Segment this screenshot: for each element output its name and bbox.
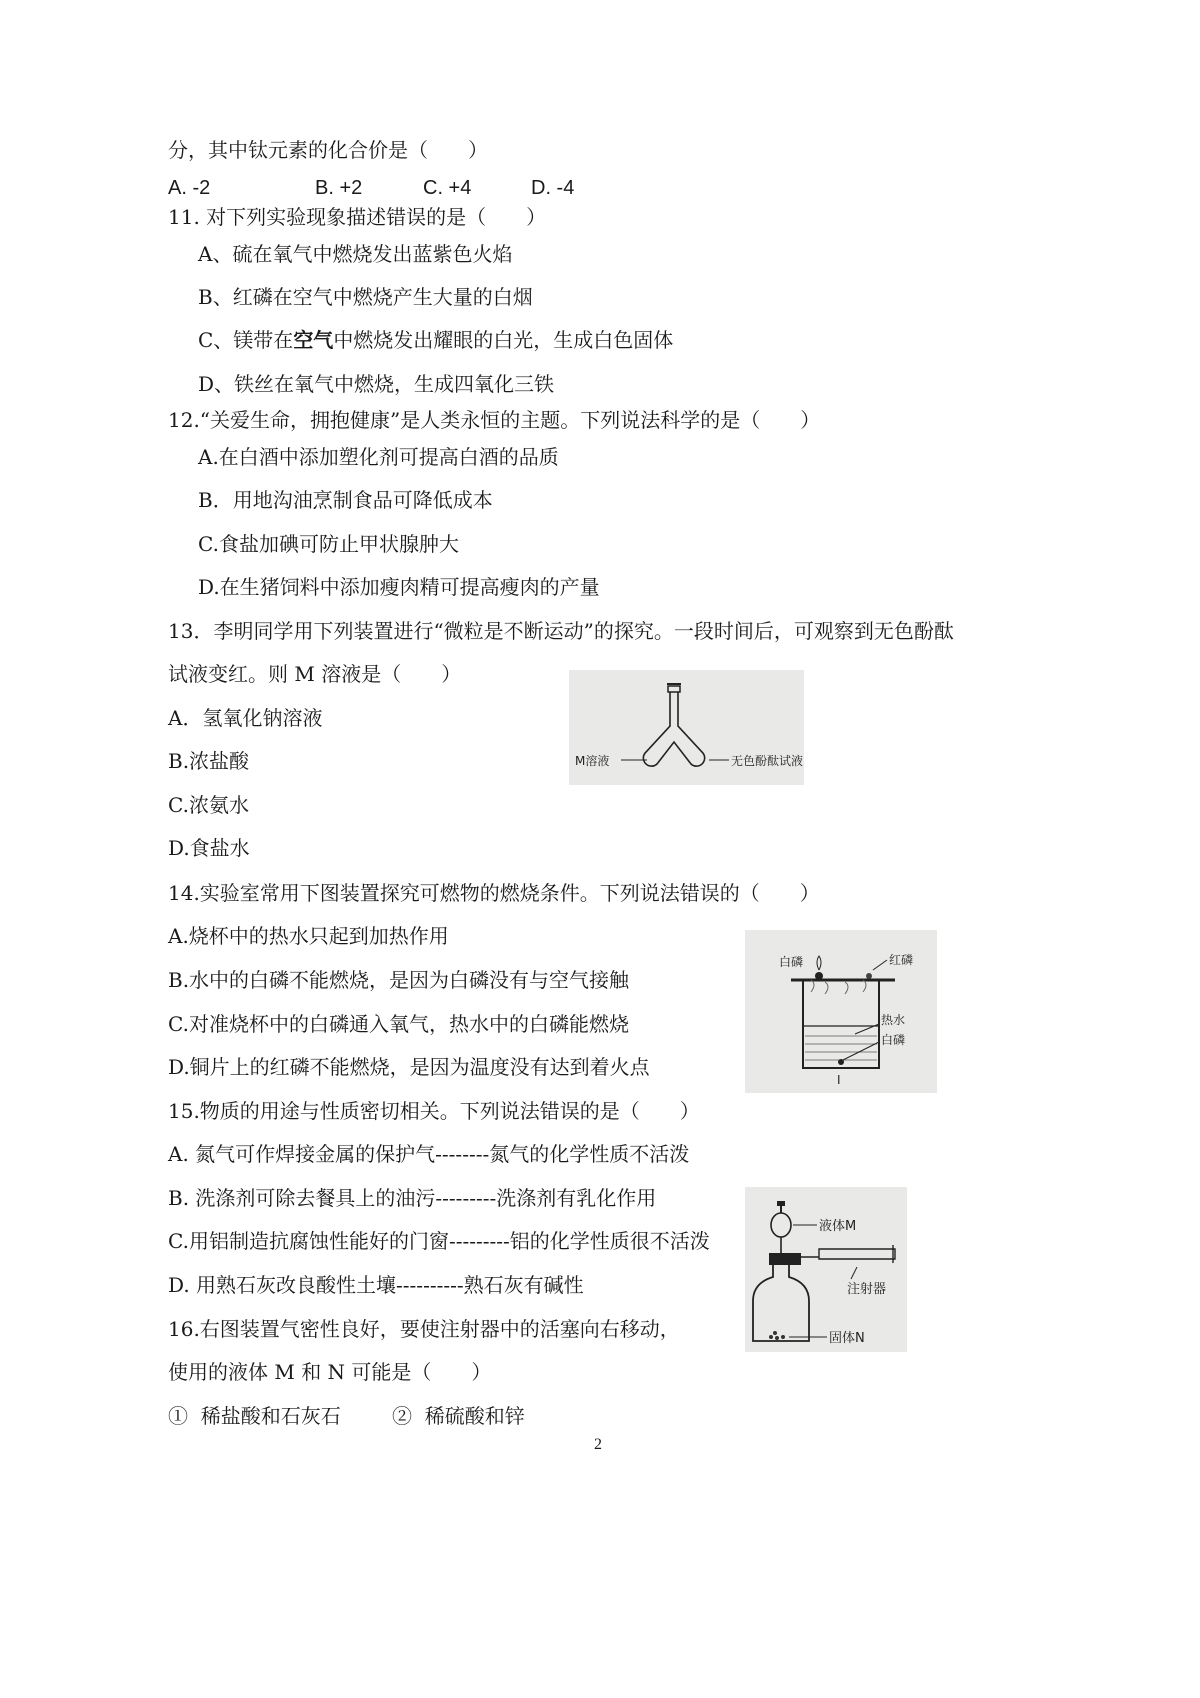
q15-option-b: B. 洗涤剂可除去餐具上的油污---------洗涤剂有乳化作用 <box>168 1186 657 1210</box>
q11-option-c <box>198 326 673 354</box>
q13-figure-y-tube <box>569 670 804 785</box>
q13-option-c: C.浓氨水 <box>168 793 249 817</box>
q11-stem: 11. 对下列实验现象描述错误的是（ ） <box>168 205 547 229</box>
q14-label-hot-water: 热水 <box>881 1013 906 1027</box>
q13-option-a: A．氢氧化钠溶液 <box>168 706 323 730</box>
q13-option-d: D.食盐水 <box>168 836 250 860</box>
q14-stem: 14.实验室常用下图装置探究可燃物的燃烧条件。下列说法错误的（ ） <box>168 881 820 905</box>
q15-option-c: C.用铝制造抗腐蚀性能好的门窗---------铝的化学性质很不活泼 <box>168 1229 710 1253</box>
q10-option-b: B. +2 <box>315 177 363 199</box>
q13-stem-line2: 试液变红。则 M 溶液是（ ） <box>168 662 462 686</box>
q10-option-d: D. -4 <box>531 177 575 199</box>
q14-option-b: B.水中的白磷不能燃烧，是因为白磷没有与空气接触 <box>168 968 630 992</box>
q10-continuation: 分，其中钛元素的化合价是（ ） <box>168 138 488 162</box>
q16-option-2: ② 稀硫酸和锌 <box>392 1404 525 1428</box>
q13-figure-label-left: M溶液 <box>575 754 610 768</box>
q16-label-liquid-m: 液体M <box>819 1219 857 1234</box>
q14-label-red-phosphorus: 红磷 <box>889 953 914 967</box>
q14-label-figure-number: I <box>837 1073 841 1087</box>
q11-option-b: B、红磷在空气中燃烧产生大量的白烟 <box>198 285 533 309</box>
q16-label-solid-n: 固体N <box>829 1331 865 1346</box>
q13-option-b: B.浓盐酸 <box>168 749 250 773</box>
q11-option-c-pre: C、镁带在 <box>198 328 294 352</box>
q11-option-c-post: 中燃烧发出耀眼的白光，生成白色固体 <box>333 328 674 352</box>
q15-option-d: D. 用熟石灰改良酸性土壤----------熟石灰有碱性 <box>168 1273 584 1297</box>
q11-option-a: A、硫在氧气中燃烧发出蓝紫色火焰 <box>198 242 513 266</box>
q12-option-b: B．用地沟油烹制食品可降低成本 <box>198 488 493 512</box>
q14-label-white-phosphorus-2: 白磷 <box>881 1033 906 1047</box>
q10-option-c: C. +4 <box>423 177 472 199</box>
q13-figure-label-right: 无色酚酞试液 <box>731 754 804 768</box>
q16-label-syringe: 注射器 <box>847 1282 887 1297</box>
q14-option-c: C.对准烧杯中的白磷通入氧气，热水中的白磷能燃烧 <box>168 1012 629 1036</box>
q14-label-white-phosphorus: 白磷 <box>779 955 804 969</box>
q11-option-d: D、铁丝在氧气中燃烧，生成四氧化三铁 <box>198 372 555 396</box>
q15-option-a: A. 氮气可作焊接金属的保护气--------氮气的化学性质不活泼 <box>168 1142 690 1166</box>
q10-option-a: A. -2 <box>168 177 211 199</box>
q14-figure-beaker <box>745 930 937 1093</box>
q13-stem-line1: 13．李明同学用下列装置进行“微粒是不断运动”的探究。一段时间后，可观察到无色酚酞 <box>168 619 954 643</box>
q16-stem-line2: 使用的液体 M 和 N 可能是（ ） <box>168 1360 492 1384</box>
q12-option-d: D.在生猪饲料中添加瘦肉精可提高瘦肉的产量 <box>198 575 600 599</box>
q12-option-a: A.在白酒中添加塑化剂可提高白酒的品质 <box>198 445 559 469</box>
q16-figure-flask-syringe <box>745 1187 907 1352</box>
q12-option-c: C.食盐加碘可防止甲状腺肿大 <box>198 532 459 556</box>
q16-option-1: ① 稀盐酸和石灰石 <box>168 1404 341 1428</box>
q15-stem: 15.物质的用途与性质密切相关。下列说法错误的是（ ） <box>168 1099 700 1123</box>
q11-option-c-bold: 空气 <box>293 328 334 352</box>
q16-stem-line1: 16.右图装置气密性良好，要使注射器中的活塞向右移动， <box>168 1317 680 1341</box>
q14-option-a: A.烧杯中的热水只起到加热作用 <box>168 924 449 948</box>
q14-option-d: D.铜片上的红磷不能燃烧，是因为温度没有达到着火点 <box>168 1055 650 1079</box>
q12-stem: 12.“关爱生命，拥抱健康”是人类永恒的主题。下列说法科学的是（ ） <box>168 408 821 432</box>
page-number: 2 <box>594 1436 602 1453</box>
